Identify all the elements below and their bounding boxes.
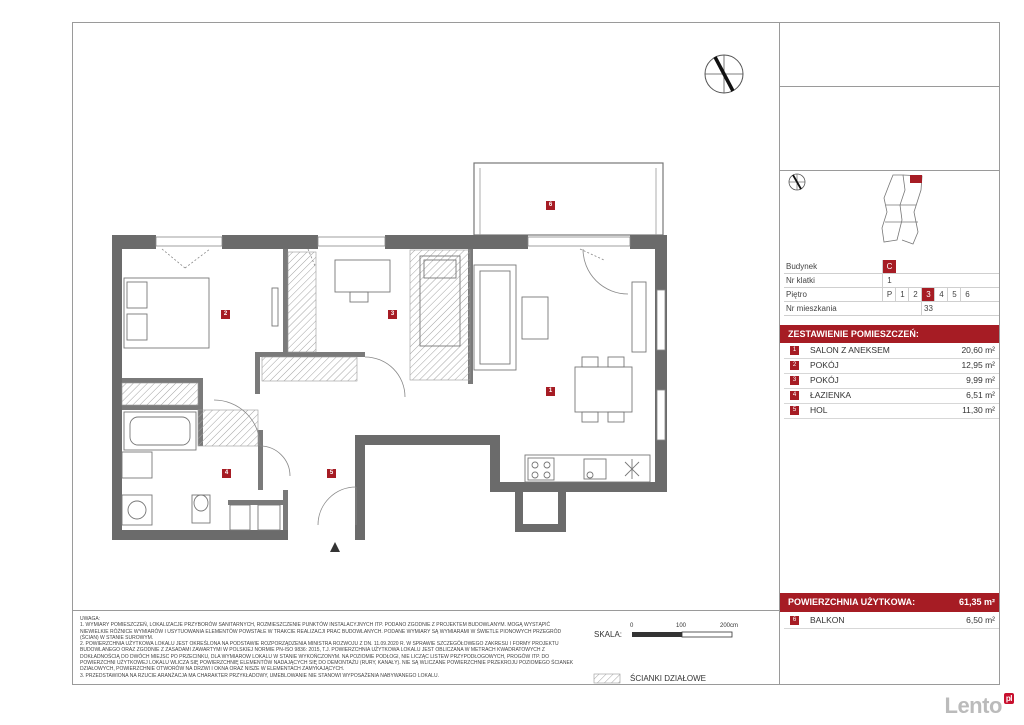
info-table	[784, 260, 999, 316]
room-num: 5	[790, 406, 799, 415]
info-label: Piętro	[786, 290, 807, 299]
info-value: C	[882, 260, 896, 273]
room-tag: 6	[546, 201, 555, 210]
floor-cell: 6	[960, 288, 974, 301]
note-item: 3. PRZEDSTAWIONA NA RZUCIE ARANŻACJA MA CHARAKTER PRZYKŁADOWY, UMEBLOWANIE NIE STANOWI WYPOSAŻENIA NABYWANEGO LOKALU.	[80, 672, 439, 679]
room-name: SALON Z ANEKSEM	[810, 345, 890, 355]
floor-cell: 5	[947, 288, 961, 301]
notes-title: UWAGA:	[80, 616, 101, 622]
info-label: Nr klatki	[786, 276, 815, 285]
room-name: BALKON	[810, 615, 845, 625]
room-area: 20,60 m²	[961, 345, 995, 355]
floor-cell: 1	[895, 288, 909, 301]
floor-cell: P	[882, 288, 896, 301]
mini-compass-icon	[789, 174, 805, 190]
floor-cell-selected: 3	[921, 288, 935, 301]
room-tag: 2	[221, 310, 230, 319]
rooms-summary-heading: ZESTAWIENIE POMIESZCZEŃ:	[780, 325, 999, 343]
entrance-arrow-icon	[330, 542, 340, 552]
scale-tick: 100	[676, 623, 687, 629]
floor-cell: 2	[908, 288, 922, 301]
room-tag: 4	[222, 469, 231, 478]
note-item: 1. WYMIARY POMIESZCZEŃ, LOKALIZACJE PRZYBORÓW SANITARNYCH, ROZMIESZCZENIE PUNKTÓW INSTALACYJNYCH ITP. PODANO ZGODNIE Z PROJEKTEM BUDOWLANYM. MOGĄ WYSTĄPIĆ NIEWIELKIE RÓŻNICE WYMIARÓW I USYTUOWANIA ELEMENTÓW POWSTAŁE W TRAKCIE REALIZACJI PRAC BUDOWLANYCH. PODANE WYMIARY SĄ WYMIARAMI W ŚWIETLE PIONOWYCH PRZEGRÓD (ŚCIAN) W STANIE SUROWYM.	[80, 622, 562, 641]
room-num: 6	[790, 616, 799, 625]
room-summary-row	[784, 373, 999, 389]
watermark	[945, 693, 1015, 719]
room-tag: 3	[388, 310, 397, 319]
balcony	[474, 163, 663, 235]
info-label: Nr mieszkania	[786, 304, 837, 313]
total-area-label: POWIERZCHNIA UŻYTKOWA:	[788, 597, 916, 607]
legend-label: ŚCIANKI DZIAŁOWE	[630, 674, 707, 683]
scale-tick: 200cm	[720, 623, 739, 629]
building-key-plan	[882, 175, 922, 244]
legend-hatch-swatch	[594, 674, 620, 683]
room-name: POKÓJ	[810, 375, 839, 385]
room-name: HOL	[810, 405, 828, 415]
total-area-bar	[780, 593, 999, 612]
room-area: 6,51 m²	[966, 390, 995, 400]
room-num: 2	[790, 361, 799, 370]
room-name: POKÓJ	[810, 360, 839, 370]
info-row-pietro	[784, 288, 999, 302]
room-summary-row	[784, 388, 999, 404]
watermark-text: Lento	[944, 693, 1002, 718]
room-area: 9,99 m²	[966, 375, 995, 385]
compass-icon	[705, 55, 743, 93]
scale-tick: 0	[630, 623, 634, 629]
notes	[80, 616, 580, 679]
room-name: ŁAZIENKA	[810, 390, 852, 400]
room-summary-row	[784, 358, 999, 374]
info-label: Budynek	[786, 262, 818, 271]
note-item: 2. POWIERZCHNIA UŻYTKOWA LOKALU JEST OKREŚLONA NA PODSTAWIE ROZPORZĄDZENIA MINISTRA ROZWOJU Z DN. 11.09.2020 R. W SPRAWIE SZCZEGÓŁOWEGO ZAKRESU I FORMY PROJEKTU BUDOWLANEGO ORAZ ZGODNIE Z ZASADAMI ZAWARTYMI W POLSKIEJ NORMIE PN-ISO 9836: 2015, T.J. POWIERZCHNIA UŻYTKOWA LOKALU JEST OBLICZANA W METRACH KWADRATOWYCH Z DOKŁADNOŚCIĄ DO DWÓCH MIEJSC PO PRZECINKU, DLA WYMIAROW LOKALU W STANIE WYKOŃCZONYM. NA POZIOMIE PODŁOGI, NIE LICZĄC LISTEW PRZYPODŁOGOWYCH, PROGÓW ITP. DO POWIERZCHNI UŻYTKOWEJ LOKALU WLICZA SIĘ POWIERZCHNIĘ ELEMENTÓW NADAJĄCYCH SIĘ DO DEMONTAŻU (RURY, KANAŁY). NIE SĄ WLICZANE POWIERZCHNIE PRZEKROJU POZIOMEGO ŚCIANEK DZIAŁOWYCH, POWIERZCHNIE OTWORÓW NA DRZWI I OKNA ORAZ NISZE W ELEMENTACH ZAMYKAJĄCYCH.	[80, 641, 574, 673]
room-area: 12,95 m²	[961, 360, 995, 370]
info-value: 33	[921, 302, 935, 315]
info-row-klatka	[784, 274, 999, 288]
room-num: 3	[790, 376, 799, 385]
room-tag: 1	[546, 387, 555, 396]
room-summary-row	[784, 403, 999, 419]
floor-cell: 4	[934, 288, 948, 301]
room-num: 1	[790, 346, 799, 355]
room-num: 4	[790, 391, 799, 400]
total-area-value: 61,35 m²	[958, 597, 995, 607]
room-tag: 5	[327, 469, 336, 478]
room-summary-row	[784, 343, 999, 359]
scale-bar	[632, 632, 732, 637]
room-area: 6,50 m²	[966, 615, 995, 625]
room-area: 11,30 m²	[962, 405, 995, 415]
info-row-mieszkanie	[784, 302, 999, 316]
balcony-row	[784, 613, 999, 629]
info-row-budynek	[784, 260, 999, 274]
scale-label: SKALA:	[594, 630, 623, 639]
watermark-suffix: pl	[1005, 694, 1012, 703]
info-value: 1	[882, 274, 896, 287]
